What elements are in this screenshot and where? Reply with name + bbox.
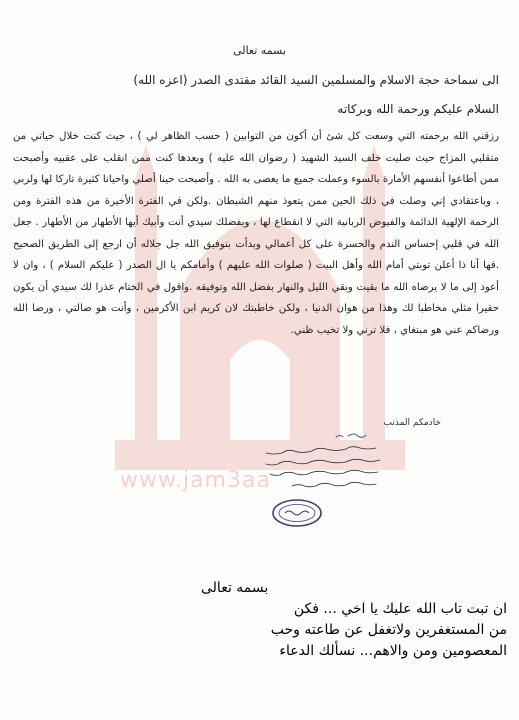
seal-stamp [271, 498, 323, 528]
reply-line-2: من المستغفرين ولاتغفل عن طاعته وحب [270, 622, 507, 638]
letter-body: رزقني الله برحمته التي وسعت كل شئ أن أكون من التوابين ( حسب الظاهر لي ) ، حيث كنت خلال حياتي من متقلبي المزاج حيث صليت خلف السيد الشهيد ( رضوان الله عليه ) وبعدها كنت ممن انقلب على عقبيه وأصبحت ممن أطاعوا أنفسهم الأمارة بالسوء وعملت جميع ما يعصى به الله . وأصبحت حينا أصلي واحيانا كثيرة تاركا لها ولربي ، وباعتقادي إني وصلت في ذلك الحين ممن يتعوذ منهم الشيطان .ولكن في الفترة الأخيرة من هذه الفترة ومن الرحمة الإلهية الدائمة والفيوض الربانية التي لا انقطاع لها ، وبفضلك سيدي أنت وأبيك أيها الأطهار من الأطهار . جعل الله في قلبي إحساس الندم والحسرة على كل أعمالي وبدأت بتوفيق الله جل جلاله أن ارجع إلى الطريق الصحيح .فها أنا ذا أعلن توبتي أمام الله وأهل البيت ( صلوات الله عليهم ) وأمامكم يا ال الصدر ( عليكم السلام ) ، وان لا أعود إلى ما لا يرضاه الله ما بقيت وبقي الليل والنهار بفضل الله وتوفيقه .واقول في الختام عذرا لك سيدي أن يكون حقيرا مثلي مخاطبا لك وهذا من هوان الدنيا ، ولكن خاطبتك لان كريم ابن الأكرمين ، وأنت هو ضالتي ، ورضا الله ورضاكم عني هو مبتغاي ، فلا ترني ولا تخيب ظني. [13, 131, 499, 336]
letter-greeting: السلام عليكم ورحمة الله وبركاته [337, 102, 499, 116]
reply-line-3: المعصومين ومن والاهم... نسألك الدعاء [279, 643, 507, 659]
letter-signoff: خادمكم المذنب [383, 418, 441, 428]
typed-reply [27, 578, 507, 662]
reply-title: بسمه تعالى [201, 580, 269, 596]
letter-bismillah: بسمه تعالى [233, 44, 286, 57]
reply-line-1: ان تبت تاب الله عليك يا اخي ... فكن [293, 601, 507, 617]
handwritten-note-signature [236, 428, 386, 498]
watermark-url: www.jam3aa [120, 468, 271, 493]
letter-addressee: الى سماحة حجة الاسلام والمسلمين السيد القائد مقتدى الصدر (اعزه الله) [133, 73, 499, 87]
